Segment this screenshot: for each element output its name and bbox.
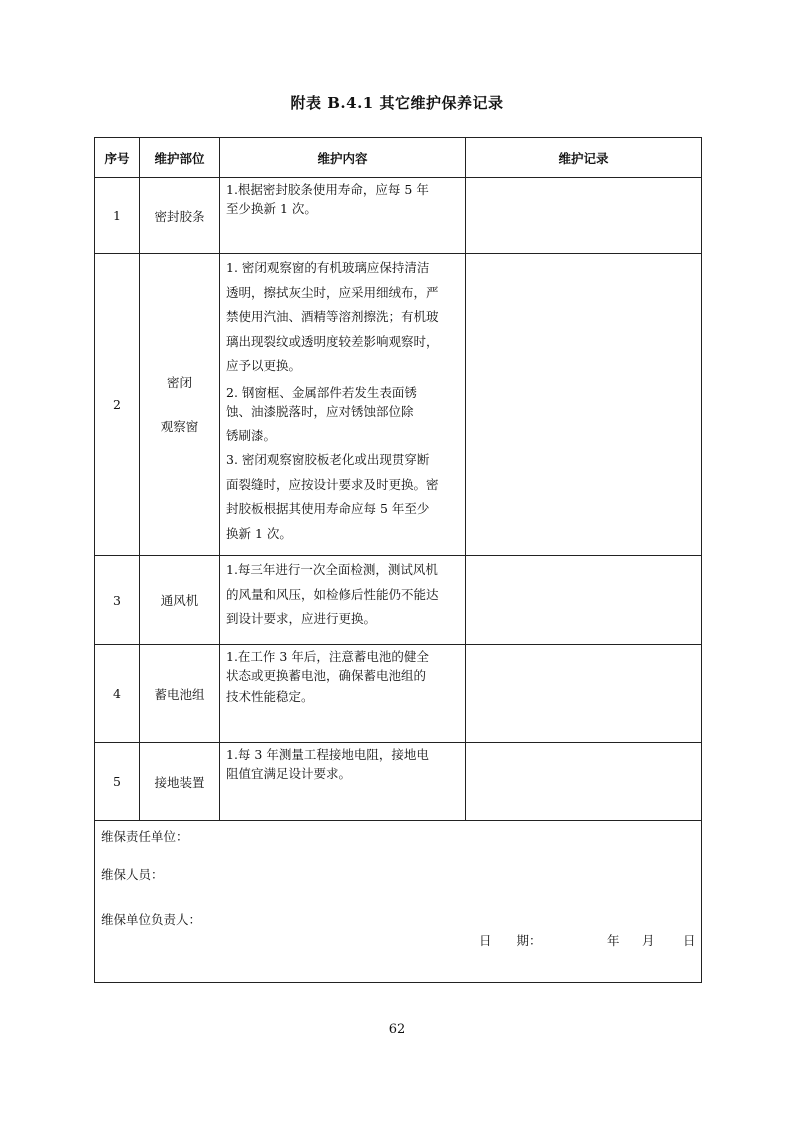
- row-part: 蓄电池组: [140, 645, 220, 742]
- table-row: [95, 645, 701, 743]
- content-line: 面裂缝时，应按设计要求及时更换。密: [226, 476, 439, 492]
- staff-label: 维保人员：: [101, 867, 164, 882]
- content-line: 技术性能稳定。: [226, 689, 314, 704]
- content-line: 璃出现裂纹或透明度较差影响观察时，: [226, 333, 439, 349]
- content-line: 透明，擦拭灰尘时，应采用细绒布，严: [226, 284, 439, 300]
- row-content: [220, 178, 466, 253]
- content-line: 锈刷漆。: [226, 427, 277, 443]
- content-line: 1.根据密封胶条使用寿命，应每 5 年: [226, 182, 429, 197]
- row-record-field[interactable]: [466, 645, 701, 742]
- row-record-field[interactable]: [466, 743, 701, 820]
- content-line: 1.在工作 3 年后，注意蓄电池的健全: [226, 649, 429, 664]
- row-index: 4: [95, 645, 140, 742]
- header-index: 序号: [95, 138, 140, 177]
- row-content: [220, 645, 466, 742]
- table-row: [95, 743, 701, 821]
- page-number: 62: [388, 1022, 406, 1037]
- content-line: 蚀、油漆脱落时，应对锈蚀部位除: [226, 403, 414, 419]
- content-line: 2. 钢窗框、金属部件若发生表面锈: [226, 384, 417, 400]
- content-line: 封胶板根据其使用寿命应每 5 年至少: [226, 501, 430, 516]
- signature-area: [95, 821, 701, 983]
- content-line: 至少换新 1 次。: [226, 201, 317, 216]
- header-record: 维护记录: [558, 150, 609, 166]
- row-record-field[interactable]: [466, 556, 701, 644]
- row-record-field[interactable]: [466, 178, 701, 253]
- header-content: 维护内容: [220, 138, 466, 177]
- table-row: [95, 254, 701, 556]
- date-year: 年: [607, 933, 620, 948]
- row-part: 接地装置: [140, 743, 220, 820]
- content-line: 1. 密闭观察窗的有机玻璃应保持清洁: [226, 260, 430, 275]
- table-header-row: [95, 138, 701, 178]
- row-part: 通风机: [140, 556, 220, 644]
- content-line: 换新 1 次。: [226, 525, 292, 541]
- row-content: [220, 743, 466, 820]
- maintenance-record-table: [94, 137, 702, 983]
- page-title: 附表 B.4.1 其它维护保养记录: [290, 94, 504, 112]
- row-record-field[interactable]: [466, 254, 701, 555]
- unit-label: 维保责任单位：: [101, 829, 189, 844]
- content-line: 禁使用汽油、酒精等溶剂擦洗；有机玻: [226, 309, 439, 324]
- row-part: [140, 254, 220, 555]
- table-row: [95, 178, 701, 254]
- content-line: 阻值宜满足设计要求。: [226, 766, 352, 781]
- content-line: 状态或更换蓄电池，确保蓄电池组的: [226, 668, 427, 683]
- content-line: 3. 密闭观察窗胶板老化或出现贯穿断: [226, 452, 430, 467]
- content-line: 应予以更换。: [226, 358, 302, 373]
- row-part-line: 密闭: [166, 374, 192, 390]
- date-month: 月: [642, 933, 655, 948]
- date-day: 日: [683, 933, 696, 948]
- content-line: 1.每 3 年测量工程接地电阻，接地电: [226, 747, 429, 762]
- content-line: 1.每三年进行一次全面检测，测试风机: [226, 562, 438, 577]
- row-index: 2: [95, 254, 140, 555]
- row-part-line: 观察窗: [160, 418, 199, 434]
- manager-label: 维保单位负责人：: [101, 912, 202, 927]
- row-index: 1: [95, 178, 140, 253]
- row-content: [220, 556, 466, 644]
- content-line: 到设计要求，应进行更换。: [226, 611, 377, 626]
- header-part: 维护部位: [140, 138, 220, 177]
- table-row: [95, 556, 701, 645]
- row-index: 3: [95, 556, 140, 644]
- row-content: [220, 254, 466, 555]
- row-index: 5: [95, 743, 140, 820]
- row-part: 密封胶条: [140, 178, 220, 253]
- content-line: 的风量和风压，如检修后性能仍不能达: [226, 586, 439, 602]
- date-label: 日 期：: [479, 933, 542, 948]
